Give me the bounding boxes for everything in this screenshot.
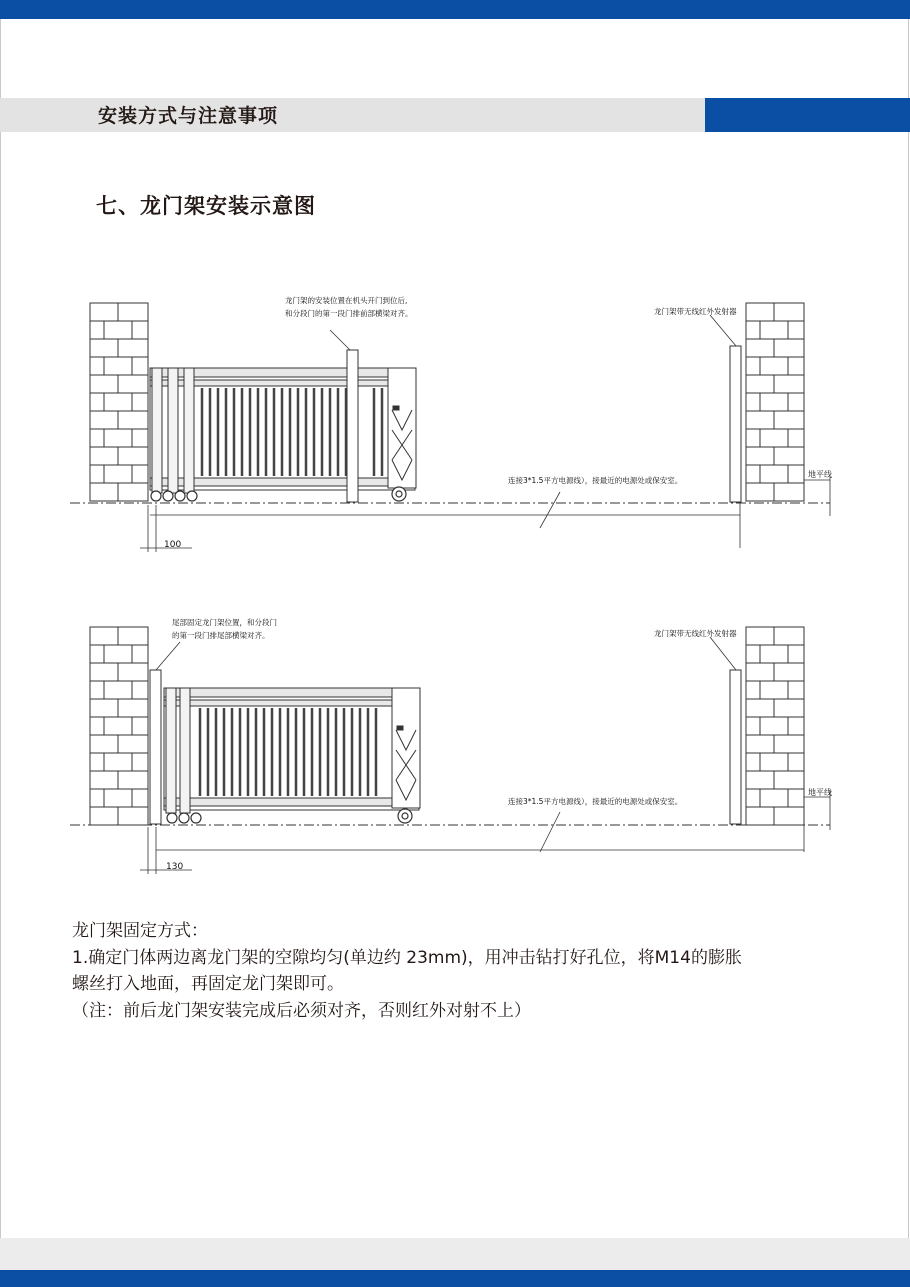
cable-note: 连接3*1.5平方电源线），接最近的电源处或保安室。 [508,797,683,806]
fixing-method-text [72,918,852,1024]
fixing-step-line1: 1.确定门体两边离龙门架的空隙均匀(单边约 23mm)，用冲击钻打好孔位，将M14的膨胀 [72,947,742,968]
gantry-pole-left [150,670,161,824]
right-brick-wall [746,627,804,825]
footer-blue-bar [0,1270,910,1287]
left-brick-wall [90,303,148,501]
cable-note: 连接3*1.5平方电源线），接最近的电源处或保安室。 [508,476,683,485]
header-accent-block [705,98,910,132]
annotation-left-line1: 龙门架的安装位置在机头开门到位后, [285,296,408,305]
annotation-right: 龙门架带无线红外发射器 [654,629,737,638]
gate-wheels [167,809,412,823]
left-brick-wall [90,627,148,825]
annotation-left-line2: 的第一段门排尾部横梁对齐。 [172,631,270,640]
dimension-value: 100 [164,540,182,550]
fixing-note: （注：前后龙门架安装完成后必须对齐，否则红外对射不上） [72,1000,531,1021]
gantry-pole-left [347,350,358,502]
gate-head-unit [388,368,416,488]
right-brick-wall [746,303,804,501]
page-header-title: 安装方式与注意事项 [98,105,279,127]
annotation-right: 龙门架带无线红外发射器 [654,307,737,316]
frame-left-line [0,19,1,1238]
fixing-heading: 龙门架固定方式： [72,921,208,941]
footer-gray-band [0,1238,910,1270]
gantry-pole-right [730,346,741,502]
annotation-left-line2: 和分段门的第一段门排前部横梁对齐。 [285,309,413,318]
fixing-step-line2: 螺丝打入地面，再固定龙门架即可。 [72,974,344,994]
ground-label: 地平线 [808,788,832,797]
ground-label: 地平线 [808,470,832,479]
dimension-value: 130 [166,862,184,872]
gantry-pole-right [730,670,741,824]
frame-right-line [908,19,909,1238]
gantry-diagram-rear [60,612,850,882]
gate-head-unit [392,688,420,808]
gate-body [164,688,419,813]
section-title: 七、龙门架安装示意图 [96,194,316,218]
annotation-left-line1: 尾部固定龙门架位置，和分段门 [172,618,277,627]
gantry-diagram-front [60,290,850,570]
top-blue-bar [0,0,910,19]
